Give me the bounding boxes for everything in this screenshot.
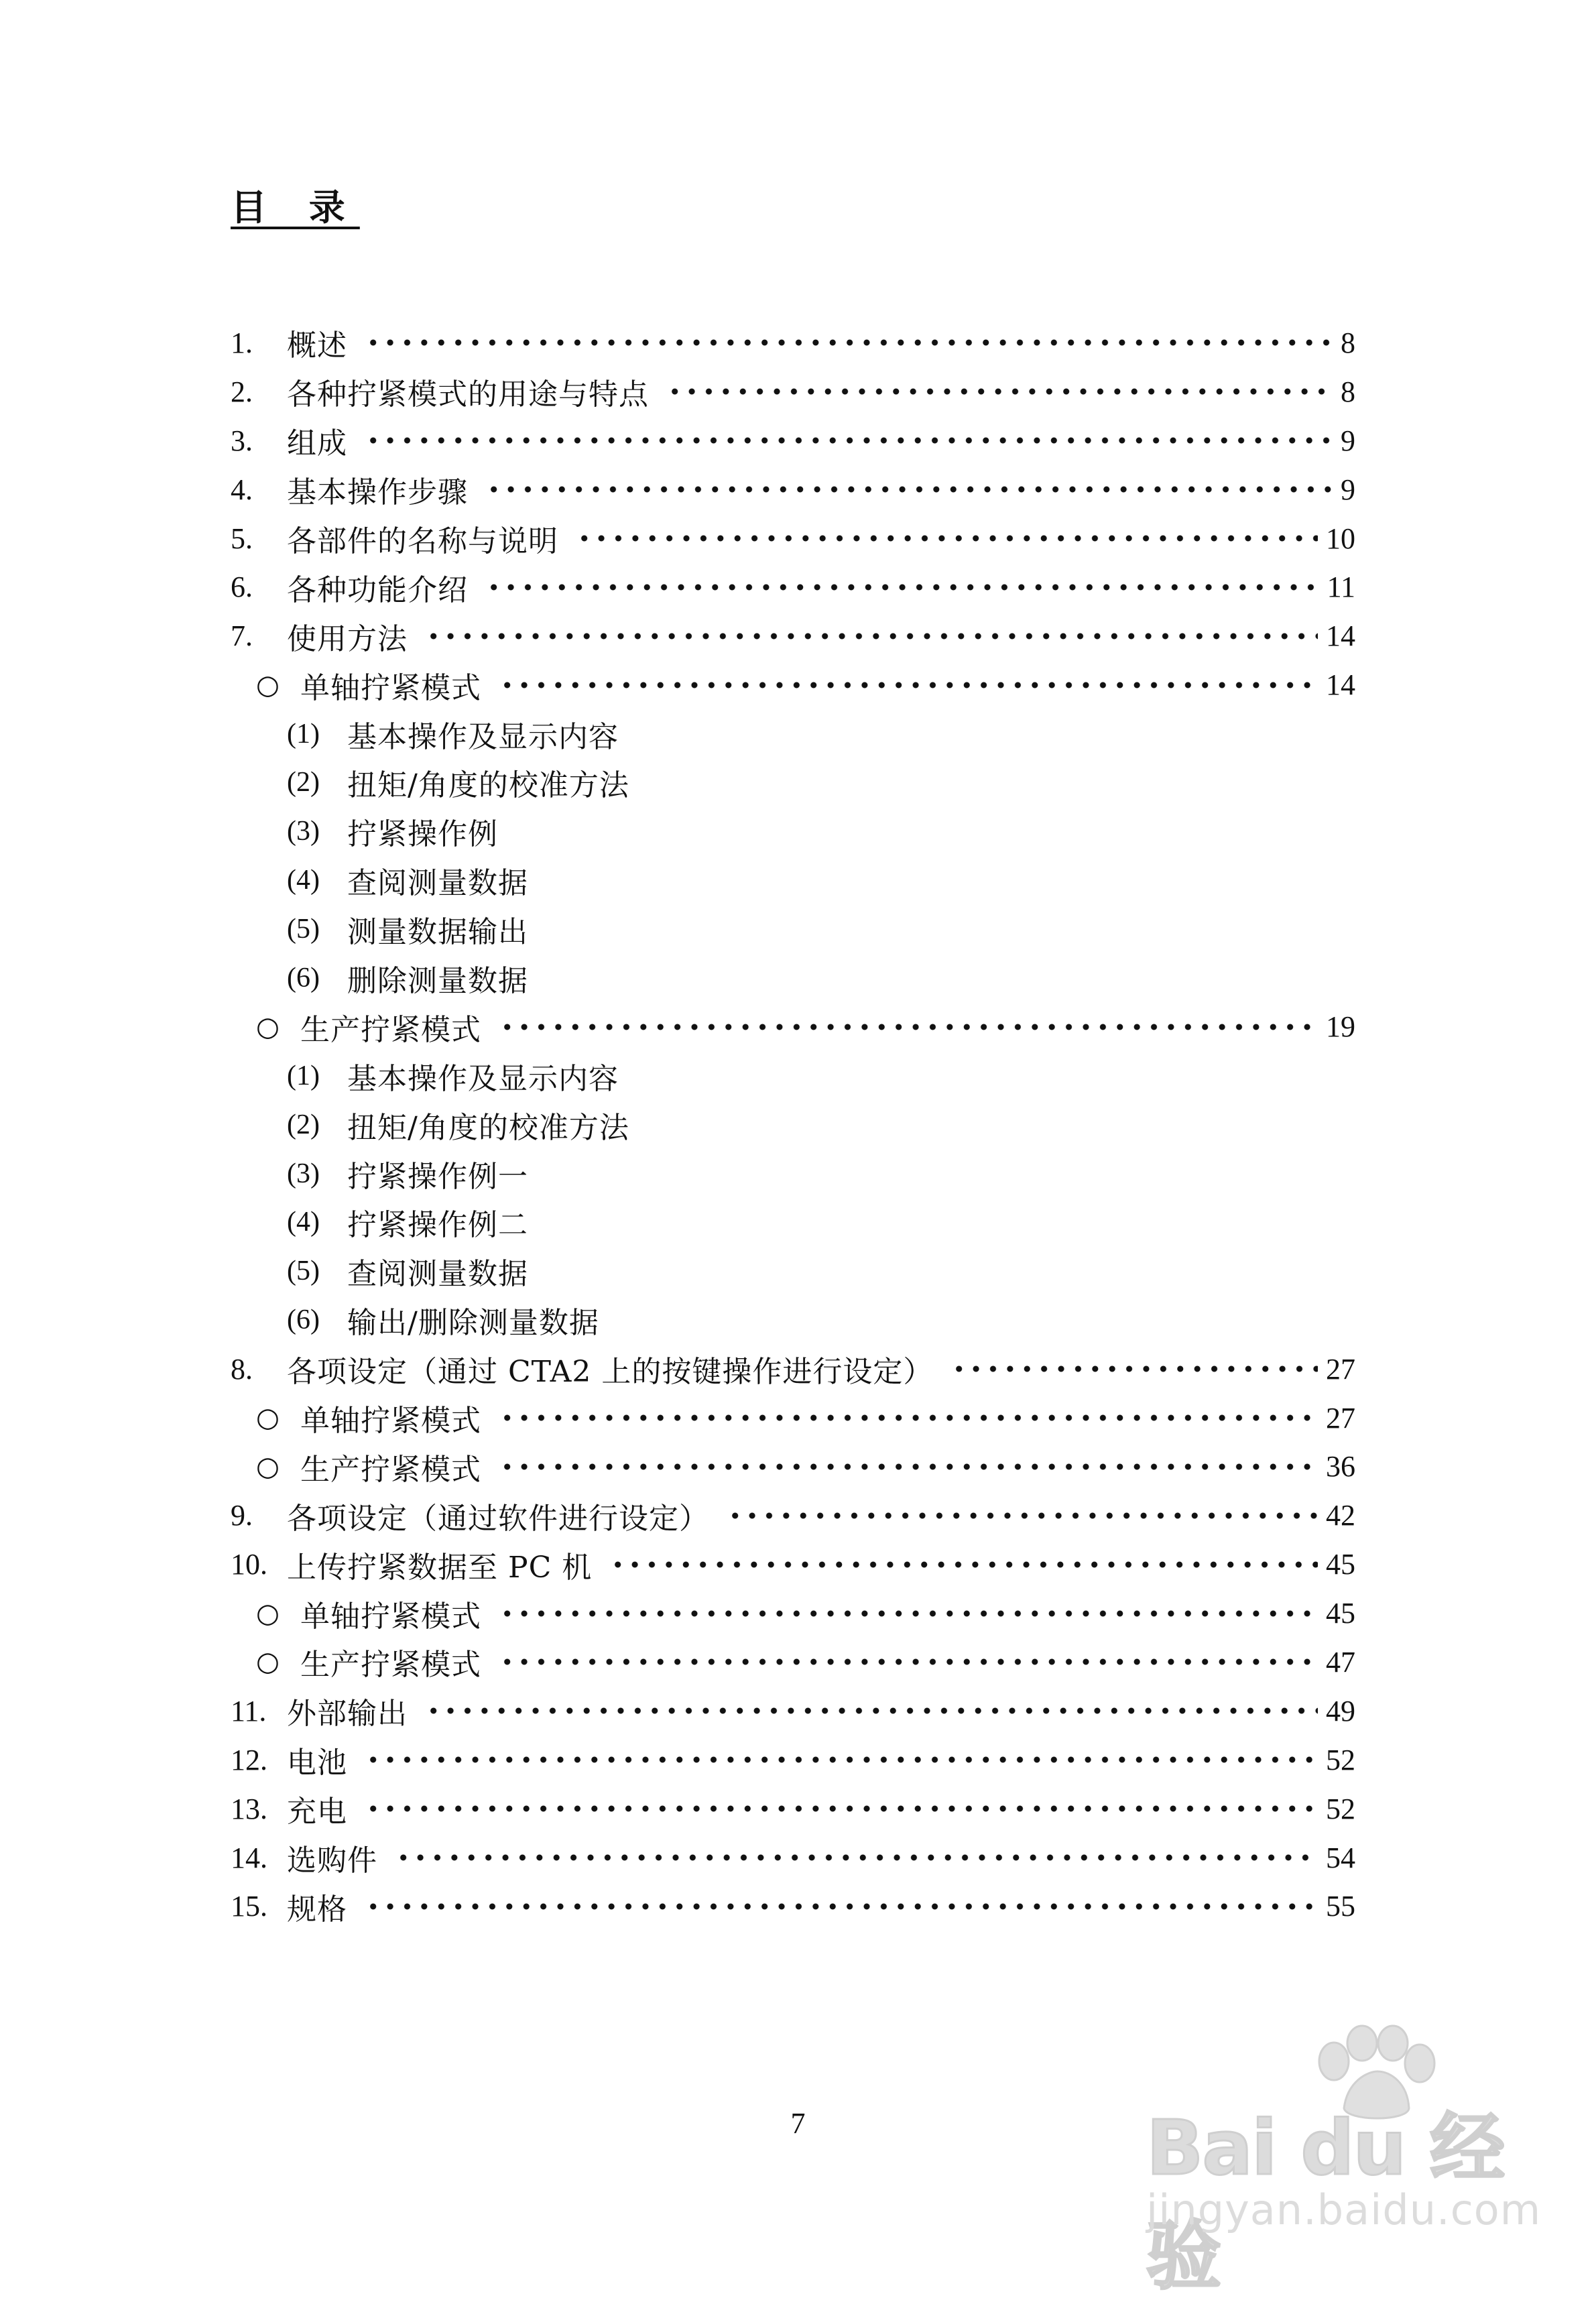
toc-entry[interactable] [231, 1394, 1355, 1443]
toc-entry-title: 删除测量数据 [347, 964, 528, 999]
toc-entry-title: 拧紧操作例 [347, 817, 498, 852]
toc-entry-title: 扭矩/角度的校准方法 [347, 1110, 629, 1145]
toc-dot-leader [499, 1403, 1318, 1433]
toc-entry-title: 组成 [287, 426, 347, 461]
toc-entry-number: 15. [231, 1890, 267, 1923]
toc-entry-page: 11 [1327, 570, 1355, 604]
toc-dot-leader [365, 1892, 1318, 1921]
toc-entry-page: 42 [1326, 1499, 1355, 1532]
toc-entry-number: (1) [287, 1060, 320, 1091]
toc-entry[interactable] [231, 1051, 1355, 1100]
toc-entry-number: ○ [256, 1597, 280, 1629]
toc-entry[interactable] [231, 1784, 1355, 1833]
toc-entry-page: 9 [1341, 424, 1355, 457]
toc-entry-page: 8 [1341, 375, 1355, 408]
toc-entry-number: (4) [287, 865, 320, 896]
toc-entry[interactable] [231, 1589, 1355, 1638]
toc-entry-title: 单轴拧紧模式 [300, 670, 481, 705]
toc-entry-title: 基本操作步骤 [287, 475, 468, 510]
toc-dot-leader [365, 1745, 1318, 1774]
toc-entry-number: 4. [231, 473, 253, 506]
toc-entry-title: 使用方法 [287, 621, 408, 656]
toc-entry-number: (1) [287, 718, 320, 749]
watermark-site: jingyan.baidu.com [1146, 2185, 1542, 2234]
toc-entry[interactable] [231, 807, 1355, 856]
toc-entry-title: 外部输出 [287, 1697, 408, 1732]
toc-entry-page: 55 [1326, 1890, 1355, 1923]
toc-entry-title: 充电 [287, 1795, 347, 1829]
toc-entry[interactable] [231, 856, 1355, 905]
toc-entry-page: 8 [1341, 326, 1355, 359]
toc-entry-title: 选购件 [287, 1843, 377, 1878]
toc-entry[interactable] [231, 1491, 1355, 1540]
toc-entry-title: 测量数据输出 [347, 915, 528, 950]
watermark [1140, 2024, 1542, 2300]
toc-entry-number: 7. [231, 619, 253, 653]
toc-entry[interactable] [231, 1100, 1355, 1149]
toc-entry-title: 各部件的名称与说明 [287, 524, 558, 558]
toc-entry[interactable] [231, 660, 1355, 709]
toc-entry-page: 14 [1326, 668, 1355, 702]
toc-entry-number: 14. [231, 1841, 267, 1874]
toc-entry-page: 19 [1326, 1010, 1355, 1044]
toc-entry[interactable] [231, 416, 1355, 465]
toc-entry[interactable] [231, 758, 1355, 807]
toc-entry-number: 11. [231, 1694, 267, 1727]
toc-entry-page: 52 [1326, 1743, 1355, 1776]
toc-dot-leader [485, 572, 1319, 602]
toc-entry[interactable] [231, 367, 1355, 416]
toc-entry-page: 54 [1326, 1841, 1355, 1874]
toc-entry[interactable] [231, 1687, 1355, 1736]
toc-dot-leader [365, 1794, 1318, 1823]
toc-entry-title: 单轴拧紧模式 [300, 1599, 481, 1634]
toc-entry-number: (6) [287, 963, 320, 994]
toc-entry-title: 上传拧紧数据至 PC 机 [287, 1550, 593, 1585]
toc-entry-title: 生产拧紧模式 [300, 1452, 481, 1487]
toc-entry-page: 14 [1326, 619, 1355, 653]
toc-entry-page: 47 [1326, 1645, 1355, 1679]
toc-entry[interactable] [231, 954, 1355, 1003]
toc-dot-leader [950, 1354, 1318, 1384]
toc-entry-number: 2. [231, 375, 253, 408]
page-number: 7 [790, 2107, 806, 2140]
toc-dot-leader [365, 426, 1331, 455]
toc-entry[interactable] [231, 905, 1355, 954]
toc-entry-number: 5. [231, 522, 253, 555]
toc-entry[interactable] [231, 1442, 1355, 1491]
toc-entry-number: (3) [287, 1158, 320, 1189]
toc-entry[interactable] [231, 1198, 1355, 1247]
toc-dot-leader [576, 524, 1318, 553]
toc-entry[interactable] [231, 465, 1355, 514]
toc-entry[interactable] [231, 1296, 1355, 1345]
toc-entry-number: 13. [231, 1792, 267, 1825]
toc-dot-leader [666, 377, 1331, 406]
toc-entry-title: 扭矩/角度的校准方法 [347, 768, 629, 803]
toc-entry-number: ○ [256, 1646, 280, 1678]
toc-dot-leader [425, 621, 1318, 651]
toc-entry[interactable] [231, 709, 1355, 758]
toc-entry[interactable] [231, 611, 1355, 660]
toc-entry-number: (6) [287, 1305, 320, 1336]
page-title: 目 录 [231, 186, 360, 229]
table-of-contents [231, 318, 1355, 1931]
toc-dot-leader [499, 1452, 1318, 1481]
toc-entry-page: 52 [1326, 1792, 1355, 1825]
toc-entry-title: 生产拧紧模式 [300, 1648, 481, 1683]
toc-entry-number: (5) [287, 914, 320, 945]
toc-entry-number: (5) [287, 1256, 320, 1287]
toc-dot-leader [499, 670, 1318, 700]
toc-entry-number: 1. [231, 326, 253, 359]
toc-entry-title: 拧紧操作例二 [347, 1208, 528, 1243]
toc-entry-title: 查阅测量数据 [347, 1257, 528, 1292]
toc-entry-number: ○ [256, 1011, 280, 1042]
toc-entry-title: 各种功能介绍 [287, 572, 468, 607]
toc-entry-page: 9 [1341, 473, 1355, 506]
toc-dot-leader [499, 1647, 1318, 1677]
toc-dot-leader [425, 1696, 1318, 1725]
toc-entry-title: 各种拧紧模式的用途与特点 [287, 377, 649, 412]
toc-entry[interactable] [231, 1540, 1355, 1589]
toc-entry[interactable] [231, 1345, 1355, 1394]
toc-entry-title: 基本操作及显示内容 [347, 719, 619, 754]
toc-entry-number: 8. [231, 1352, 253, 1386]
toc-entry-number: ○ [256, 1402, 280, 1434]
toc-entry[interactable] [231, 1833, 1355, 1882]
toc-entry[interactable] [231, 562, 1355, 611]
toc-entry-number: (4) [287, 1207, 320, 1238]
toc-entry-number: 10. [231, 1548, 267, 1581]
toc-entry-page: 10 [1326, 522, 1355, 555]
toc-dot-leader [499, 1012, 1318, 1042]
toc-entry[interactable] [231, 1882, 1355, 1931]
toc-entry[interactable] [231, 1736, 1355, 1784]
toc-entry-page: 45 [1326, 1597, 1355, 1630]
toc-entry-title: 拧紧操作例一 [347, 1159, 528, 1194]
toc-entry-number: 9. [231, 1499, 253, 1532]
toc-dot-leader [499, 1599, 1318, 1628]
toc-entry[interactable] [231, 514, 1355, 563]
toc-entry-title: 单轴拧紧模式 [300, 1404, 481, 1439]
toc-entry-number: ○ [256, 669, 280, 701]
toc-entry-title: 规格 [287, 1892, 347, 1927]
toc-entry-number: ○ [256, 1451, 280, 1482]
toc-entry-page: 49 [1326, 1694, 1355, 1727]
toc-entry-title: 各项设定（通过 CTA2 上的按键操作进行设定） [287, 1355, 934, 1390]
toc-entry[interactable] [231, 1638, 1355, 1687]
toc-dot-leader [609, 1550, 1318, 1579]
toc-entry-page: 36 [1326, 1450, 1355, 1483]
toc-entry-title: 查阅测量数据 [347, 866, 528, 901]
toc-entry-page: 27 [1326, 1352, 1355, 1386]
toc-entry[interactable] [231, 1002, 1355, 1051]
toc-entry-title: 各项设定（通过软件进行设定） [287, 1501, 709, 1536]
toc-entry-page: 27 [1326, 1401, 1355, 1435]
toc-dot-leader [365, 328, 1331, 357]
toc-entry-title: 电池 [287, 1746, 347, 1780]
toc-entry-number: 3. [231, 424, 253, 457]
toc-entry-page: 45 [1326, 1548, 1355, 1581]
toc-dot-leader [485, 475, 1331, 504]
toc-dot-leader [727, 1501, 1318, 1530]
toc-entry[interactable] [231, 318, 1355, 367]
toc-entry-title: 输出/删除测量数据 [347, 1306, 599, 1341]
toc-dot-leader [395, 1843, 1318, 1872]
toc-entry-number: (3) [287, 816, 320, 847]
watermark-brand: Bai du 经验 [1146, 2105, 1504, 2300]
toc-entry-number: (2) [287, 767, 320, 798]
toc-entry-number: 6. [231, 570, 253, 604]
toc-entry-title: 概述 [287, 328, 347, 363]
toc-entry-number: 12. [231, 1743, 267, 1776]
toc-entry-title: 基本操作及显示内容 [347, 1061, 619, 1096]
toc-entry[interactable] [231, 1149, 1355, 1198]
toc-entry[interactable] [231, 1247, 1355, 1296]
toc-entry-number: (2) [287, 1109, 320, 1140]
toc-entry-title: 生产拧紧模式 [300, 1012, 481, 1047]
